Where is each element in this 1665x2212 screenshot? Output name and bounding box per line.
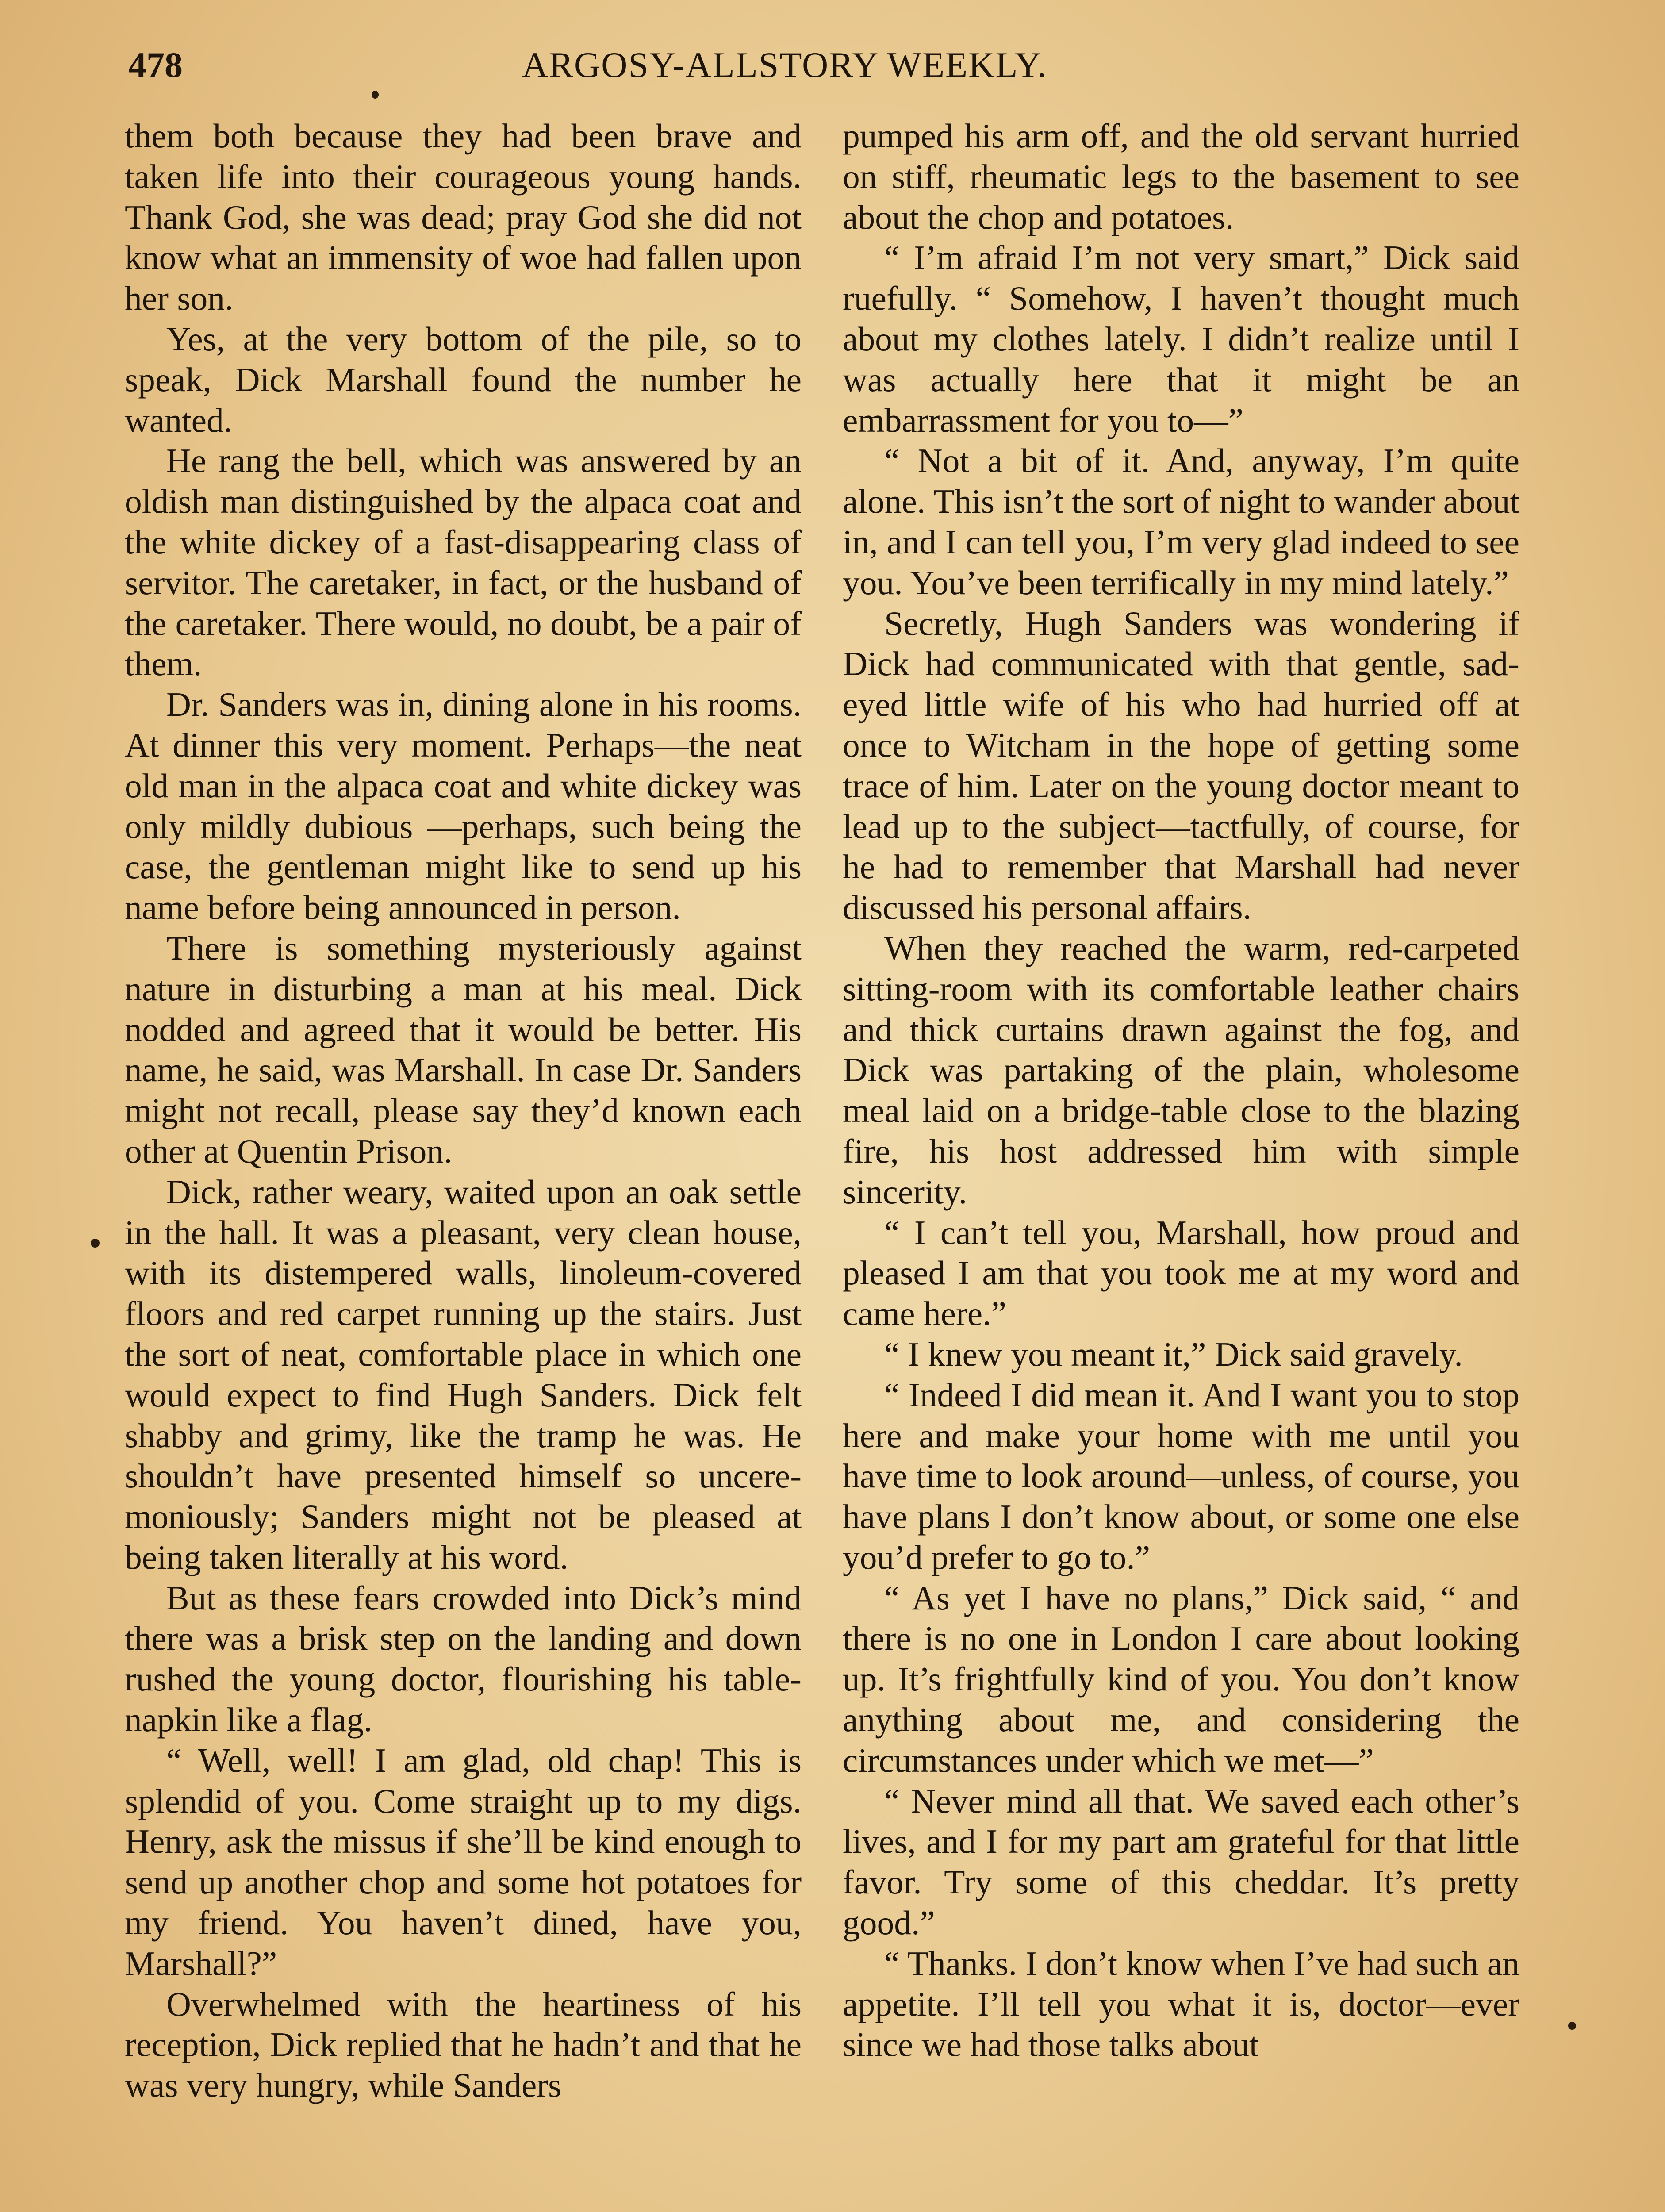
paragraph: Dick, rather weary, waited upon an oak settle in the hall. It was a pleasant, very clean house, with its distempered walls, linoleum-covered floors and red carpet running up the stairs. Just the sort of neat, comfortable place in which one would expect to find Hugh Sanders. Dick felt shabby and grimy, like the tramp he was. He shouldn’t have presented himself so unceremoniously; Sanders might not be pleased at being taken literally at his word. [125, 1172, 802, 1576]
ink-speck [91, 1239, 100, 1248]
paragraph: “ Not a bit of it. And, anyway, I’m quite alone. This isn’t the sort of night to wander about in, and I can tell you, I’m very glad indeed to see you. You’ve been terrifically in my mind lately.” [843, 442, 1519, 602]
paragraph: “ Thanks. I don’t know when I’ve had such an appetite. I’ll tell you what it is, doctor—ever since we had those talks about [843, 1944, 1519, 2064]
ink-speck [372, 91, 379, 99]
paragraph: Dr. Sanders was in, dining alone in his rooms. At dinner this very moment. Perhaps—the neat old man in the alpaca coat and white dickey was only mildly dubious —perhaps, such being the case, the gentleman might like to send up his name before being announced in person. [125, 685, 802, 927]
paragraph: “ Indeed I did mean it. And I want you to stop here and make your home with me until you have time to look around—unless, of course, you have plans I don’t know about, or some one else you’d prefer to go to.” [843, 1375, 1519, 1576]
paragraph: pumped his arm off, and the old servant hurried on stiff, rheumatic legs to the basement to see about the chop and potatoes. [843, 117, 1519, 236]
running-head: ARGOSY-ALLSTORY WEEKLY. [522, 45, 1047, 85]
paragraph: “ Well, well! I am glad, old chap! This is splendid of you. Come straight up to my digs. Henry, ask the missus if she’ll be kind enough to send up another chop and some hot potatoes for my friend. You haven’t dined, have you, Marshall?” [125, 1741, 802, 1982]
right-column [843, 116, 1519, 2065]
paragraph: “ Never mind all that. We saved each other’s lives, and I for my part am grateful for that little favor. Try some of this cheddar. It’s pretty good.” [843, 1782, 1519, 1942]
paragraph: Overwhelmed with the heartiness of his reception, Dick replied that he hadn’t and that he was very hungry, while Sanders [125, 1985, 802, 2104]
ink-speck [1568, 2022, 1576, 2030]
paragraph: “ I knew you meant it,” Dick said gravely. [884, 1335, 1463, 1373]
paragraph: Secretly, Hugh Sanders was wondering if Dick had communicated with that gentle, sad-eyed little wife of his who had hurried off at once to Witcham in the hope of getting some trace of him. Later on the young doctor meant to lead up to the subject—tactfully, of course, for he had to remember that Marshall had never discussed his personal affairs. [843, 604, 1519, 927]
paragraph: When they reached the warm, red-carpeted sitting-room with its comfortable leather chairs and thick curtains drawn against the fog, and Dick was partaking of the plain, wholesome meal laid on a bridge-table close to the blazing fire, his host addressed him with simple sincerity. [843, 929, 1519, 1211]
paragraph: “ As yet I have no plans,” Dick said, “ and there is no one in London I care about looking up. It’s frightfully kind of you. You don’t know anything about me, and considering the circumstances under which we met—” [843, 1578, 1519, 1779]
paragraph: He rang the bell, which was answered by an oldish man distinguished by the alpaca coat and the white dickey of a fast-disappearing class of servitor. The caretaker, in fact, or the husband of the caretaker. There would, no doubt, be a pair of them. [125, 442, 802, 683]
paragraph: “ I can’t tell you, Marshall, how proud and pleased I am that you took me at my word and came here.” [843, 1213, 1519, 1333]
left-column [125, 116, 802, 2106]
page-number: 478 [128, 45, 183, 85]
paragraph: Yes, at the very bottom of the pile, so to speak, Dick Marshall found the number he wanted. [125, 319, 802, 439]
paragraph: There is something mysteriously against nature in disturbing a man at his meal. Dick nodded and agreed that it would be better. His name, he said, was Marshall. In case Dr. Sanders might not recall, please say they’d known each other at Quentin Prison. [125, 929, 802, 1170]
paragraph: But as these fears crowded into Dick’s mind there was a brisk step on the landing and down rushed the young doctor, flourishing his table-napkin like a flag. [125, 1578, 802, 1739]
paragraph: them both because they had been brave and taken life into their courageous young hands. Thank God, she was dead; pray God she did not know what an immensity of woe had fallen upon her son. [125, 117, 802, 318]
paragraph: “ I’m afraid I’m not very smart,” Dick said ruefully. “ Somehow, I haven’t thought much about my clothes lately. I didn’t realize until I was actually here that it might be an embarrassment for you to—” [843, 238, 1519, 439]
